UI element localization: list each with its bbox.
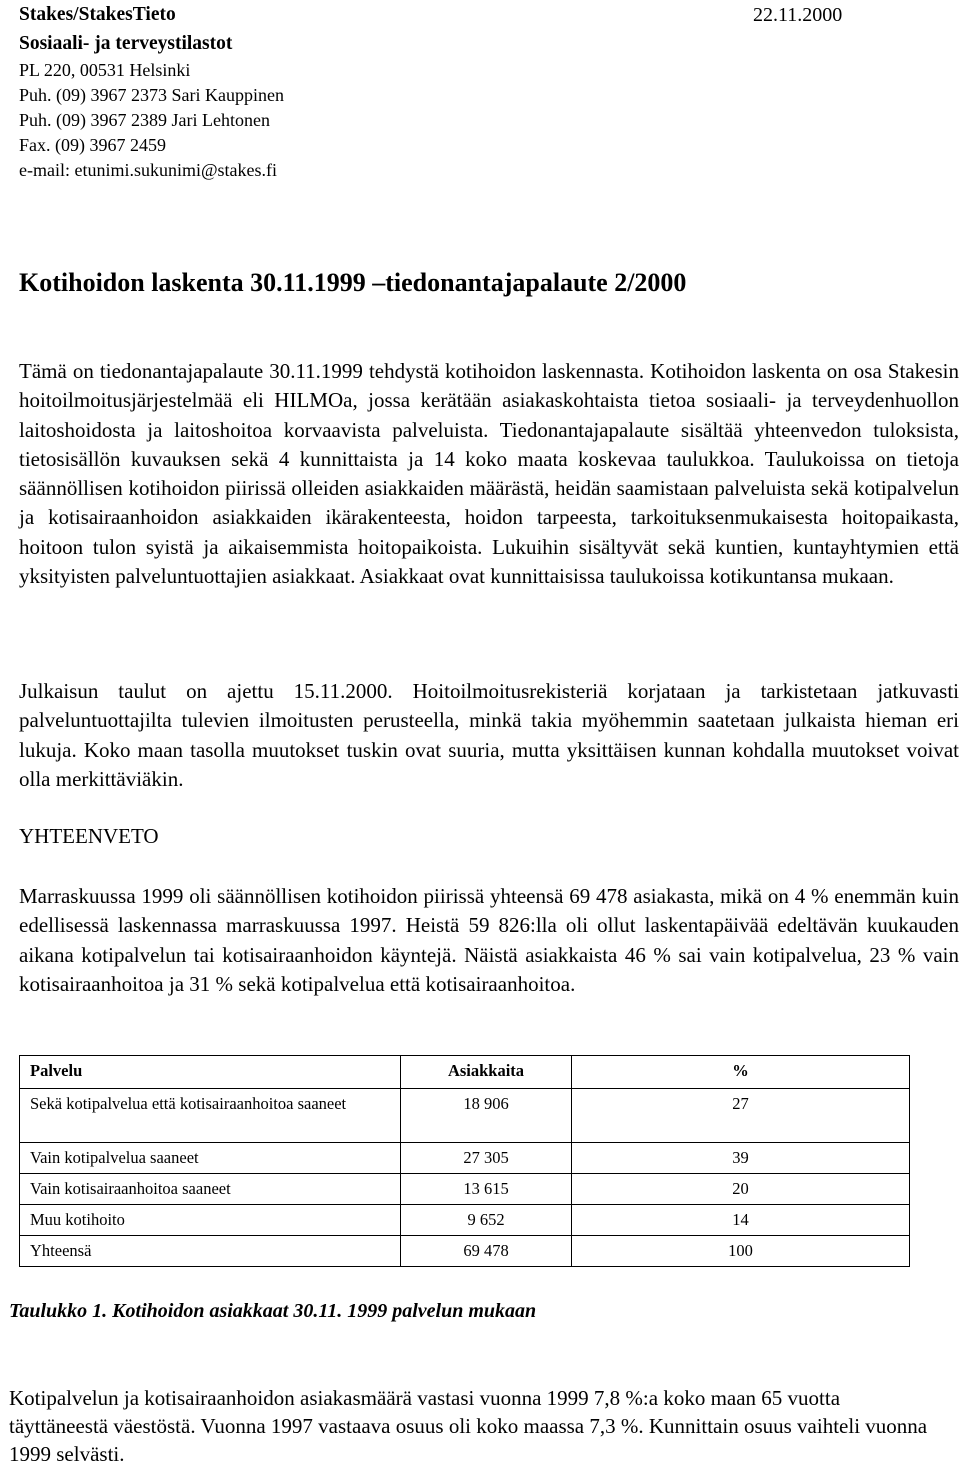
cell-percent: 27 [572, 1089, 910, 1143]
header-clients: Asiakkaita [401, 1056, 572, 1089]
summary-paragraph: Marraskuussa 1999 oli säännöllisen kotihoidon piirissä yhteensä 69 478 asiakasta, mikä on 4 % enemmän kuin edellisessä laskennassa marraskuussa 1997. Heistä 59 826:lla oli ollut laskentapäivää edeltävän kuukauden aikana kotipalvelun tai kotisairaanhoidon käyntejä. Näistä asiakkaista 46 % sai vain kotipalvelua, 23 % vain kotisairaanhoitoa ja 31 % sekä kotipalvelua että kotisairaanhoitoa. [19, 884, 959, 996]
cell-percent: 20 [572, 1174, 910, 1205]
table-header-row [20, 1056, 910, 1089]
table-row [20, 1174, 910, 1205]
fax-number: Fax. (09) 3967 2459 [19, 135, 166, 155]
header-service: Palvelu [20, 1056, 401, 1089]
cell-clients: 69 478 [401, 1236, 572, 1267]
phone-kauppinen: Puh. (09) 3967 2373 Sari Kauppinen [19, 85, 284, 105]
cell-clients: 27 305 [401, 1143, 572, 1174]
cell-percent: 100 [572, 1236, 910, 1267]
cell-service: Sekä kotipalvelua että kotisairaanhoitoa saaneet [20, 1089, 401, 1143]
cell-clients: 9 652 [401, 1205, 572, 1236]
cell-service: Yhteensä [20, 1236, 401, 1267]
phone-lehtonen: Puh. (09) 3967 2389 Jari Lehtonen [19, 110, 270, 130]
summary-heading: YHTEENVETO [19, 824, 159, 848]
cell-service: Muu kotihoito [20, 1205, 401, 1236]
email-address: e-mail: etunimi.sukunimi@stakes.fi [19, 160, 278, 180]
final-paragraph: Kotipalvelun ja kotisairaanhoidon asiakasmäärä vastasi vuonna 1999 7,8 %:a koko maan 65 vuotta täyttäneestä väestöstä. Vuonna 1997 vastaava osuus oli koko maassa 7,3 %. Kunnittain osuus vaihteli vuonna 1999 selvästi. [9, 1386, 928, 1466]
cell-clients: 13 615 [401, 1174, 572, 1205]
document-date: 22.11.2000 [753, 4, 843, 26]
postal-address: PL 220, 00531 Helsinki [19, 60, 191, 80]
page-title: Kotihoidon laskenta 30.11.1999 –tiedonantajapalaute 2/2000 [19, 268, 687, 297]
table-row [20, 1236, 910, 1267]
cell-clients: 18 906 [401, 1089, 572, 1143]
department-name: Sosiaali- ja terveystilastot [19, 33, 233, 54]
organization-name: Stakes/StakesTieto [19, 4, 176, 25]
cell-service: Vain kotisairaanhoitoa saaneet [20, 1174, 401, 1205]
publication-paragraph: Julkaisun taulut on ajettu 15.11.2000. Hoitoilmoitusrekisteriä korjataan ja tarkistetaan jatkuvasti palveluntuottajilta tulevien ilmoitusten perusteella, minkä takia myöhemmin saatetaan julkaista hieman eri lukuja. Koko maan tasolla muutokset tuskin ovat suuria, mutta yksittäisen kunnan kohdalla muutokset voivat olla merkittäviäkin. [19, 679, 959, 791]
table-row [20, 1143, 910, 1174]
table-row [20, 1089, 910, 1143]
header-percent: % [572, 1056, 910, 1089]
intro-paragraph: Tämä on tiedonantajapalaute 30.11.1999 tehdystä kotihoidon laskennasta. Kotihoidon laskenta on osa Stakesin hoitoilmoitusjärjestelmää eli HILMOa, jossa kerätään asiakaskohtaista tietoa sosiaali- ja terveydenhuollon laitoshoidosta ja laitoshoitoa korvaavista palveluista. Tiedonantajapalaute sisältää yhteenvedon tuloksista, tietosisällön kuvauksen sekä 4 kunnittaista ja 14 koko maata koskevaa taulukkoa. Taulukoissa on tietoja säännöllisen kotihoidon piirissä olleiden asiakkaiden määrästä, heidän saamistaan palveluista sekä kotipalvelun ja kotisairaanhoidon asiakkaiden ikärakenteesta, hoidon tarpeesta, tarkoituksenmukaisesta hoitopaikasta, hoitoon tulon syistä ja aikaisemmista hoitopaikoista. Lukuihin sisältyvät sekä kuntien, kuntayhtymien että yksityisten palveluntuottajien asiakkaat. Asiakkaat ovat kunnittaisissa taulukoissa kotikuntansa mukaan. [19, 359, 959, 589]
table-row [20, 1205, 910, 1236]
cell-percent: 39 [572, 1143, 910, 1174]
services-table [19, 1055, 910, 1267]
cell-percent: 14 [572, 1205, 910, 1236]
table-caption: Taulukko 1. Kotihoidon asiakkaat 30.11. 1999 palvelun mukaan [9, 1300, 537, 1322]
cell-service: Vain kotipalvelua saaneet [20, 1143, 401, 1174]
